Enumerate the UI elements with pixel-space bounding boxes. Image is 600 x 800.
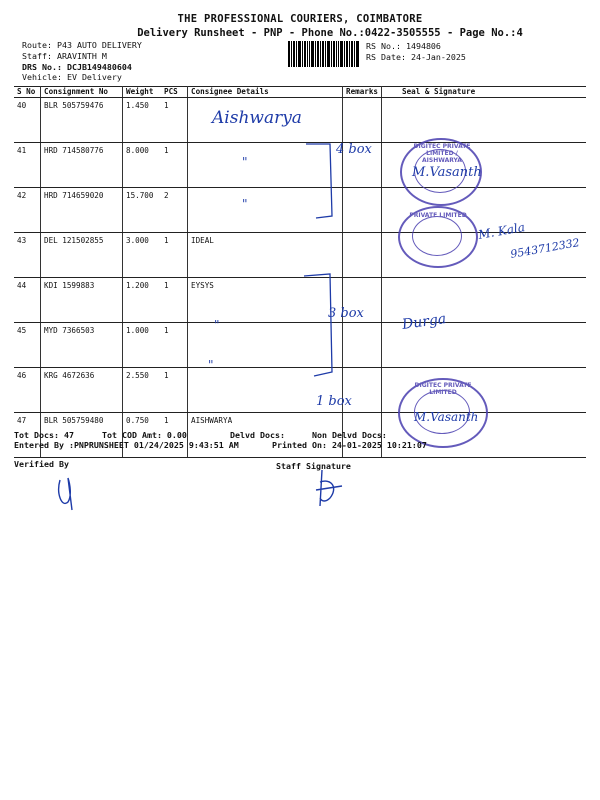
table-row (14, 233, 586, 278)
cell-weight: 1.000 (123, 323, 162, 368)
cell-weight: 1.450 (123, 98, 162, 143)
runsheet-subtitle: Delivery Runsheet - PNP - Phone No.:0422-3505555 - Page No.:4 (137, 27, 523, 39)
bracket-mark-icon (300, 272, 340, 382)
entered-by: Entered By :PNPRUNSHEET 01/24/2025 9:43:51 AM (14, 440, 239, 450)
cell-consignment: KRG 4672636 (41, 368, 123, 413)
cell-remarks (343, 98, 382, 143)
cell-pcs: 2 (161, 188, 188, 233)
cell-remarks (343, 233, 382, 278)
cell-weight: 2.550 (123, 368, 162, 413)
cell-pcs: 1 (161, 323, 188, 368)
handwritten-signature: Durga (401, 310, 448, 334)
printed-on: Printed On: 24-01-2025 10:21:07 (272, 440, 427, 450)
non-delivered-docs: Non Delvd Docs: (312, 430, 387, 440)
col-consignee: Consignee Details (188, 87, 343, 98)
handwritten-aishwarya: Aishwarya (212, 108, 302, 128)
cell-pcs: 1 (161, 278, 188, 323)
cell-weight: 1.200 (123, 278, 162, 323)
cell-consignment: HRD 714580776 (41, 143, 123, 188)
vehicle-label: Vehicle: EV Delivery (22, 72, 122, 82)
staff-signature-icon (308, 468, 348, 510)
handwritten-signature: M.Vasanth (412, 165, 482, 180)
cell-sno: 47 (14, 413, 41, 458)
cell-sno: 43 (14, 233, 41, 278)
handwritten-signature: M. Kala (477, 220, 526, 242)
cell-consignment: HRD 714659020 (41, 188, 123, 233)
cell-sno: 46 (14, 368, 41, 413)
rs-number: RS No.: 1494806 (366, 41, 441, 51)
staff-label: Staff: ARAVINTH M (22, 51, 107, 61)
cell-consignee: EYSYS (188, 278, 343, 323)
company-seal-stamp: DIGITEC PRIVATE LIMITED (398, 378, 488, 448)
total-docs: Tot Docs: 47 (14, 430, 74, 440)
cell-weight: 15.700 (123, 188, 162, 233)
verified-by-label: Verified By (14, 459, 69, 469)
cell-consignee: AISHWARYA (188, 413, 343, 458)
cell-consignment: DEL 121502855 (41, 233, 123, 278)
company-seal-stamp: DIGITEC PRIVATE LIMITED / AISHWARYA (400, 138, 482, 206)
route-label: Route: P43 AUTO DELIVERY (22, 40, 142, 50)
handwritten-signature: M.Vasanth (414, 410, 479, 424)
barcode-icon (288, 41, 360, 67)
handwritten-ditto: " (242, 197, 248, 211)
cell-pcs: 1 (161, 143, 188, 188)
table-row (14, 413, 586, 458)
bracket-mark-icon (300, 140, 340, 220)
staff-signature-label: Staff Signature (276, 461, 351, 471)
table-header-row (14, 87, 586, 98)
cell-consignment: KDI 1599883 (41, 278, 123, 323)
cell-consignment: BLR 505759476 (41, 98, 123, 143)
total-cod-amount: Tot COD Amt: 0.00 (102, 430, 187, 440)
cell-consignment: MYD 7366503 (41, 323, 123, 368)
cell-sno: 41 (14, 143, 41, 188)
handwritten-ditto: " (242, 155, 248, 169)
handwritten-box-count: 1 box (316, 394, 352, 409)
cell-sno: 45 (14, 323, 41, 368)
col-remarks: Remarks (343, 87, 382, 98)
drs-number: DRS No.: DCJB149480604 (22, 62, 132, 72)
handwritten-phone: 9543712332 (509, 236, 581, 261)
verified-signature-icon (54, 474, 84, 514)
cell-pcs: 1 (161, 233, 188, 278)
col-sno: S No (14, 87, 41, 98)
rs-date: RS Date: 24-Jan-2025 (366, 52, 466, 62)
handwritten-ditto: " (208, 358, 214, 372)
cell-consignment: BLR 505759480 (41, 413, 123, 458)
cell-sno: 42 (14, 188, 41, 233)
cell-pcs: 1 (161, 413, 188, 458)
cell-consignee: IDEAL (188, 233, 343, 278)
company-title: THE PROFESSIONAL COURIERS, COIMBATORE (177, 13, 423, 25)
col-weight: Weight (123, 87, 162, 98)
col-pcs: PCS (161, 87, 188, 98)
cell-weight: 0.750 (123, 413, 162, 458)
cell-pcs: 1 (161, 98, 188, 143)
cell-remarks (343, 188, 382, 233)
cell-sno: 44 (14, 278, 41, 323)
cell-pcs: 1 (161, 368, 188, 413)
handwritten-ditto: " (214, 318, 220, 332)
handwritten-box-count: 4 box (336, 142, 372, 157)
delivered-docs: Delvd Docs: (230, 430, 285, 440)
cell-seal (382, 98, 586, 143)
cell-remarks (343, 323, 382, 368)
cell-weight: 3.000 (123, 233, 162, 278)
col-consignment: Consignment No (41, 87, 123, 98)
cell-weight: 8.000 (123, 143, 162, 188)
cell-sno: 40 (14, 98, 41, 143)
company-seal-stamp: PRIVATE LIMITED (398, 206, 478, 268)
col-seal: Seal & Signature (382, 87, 586, 98)
handwritten-box-count: 3 box (328, 306, 364, 321)
